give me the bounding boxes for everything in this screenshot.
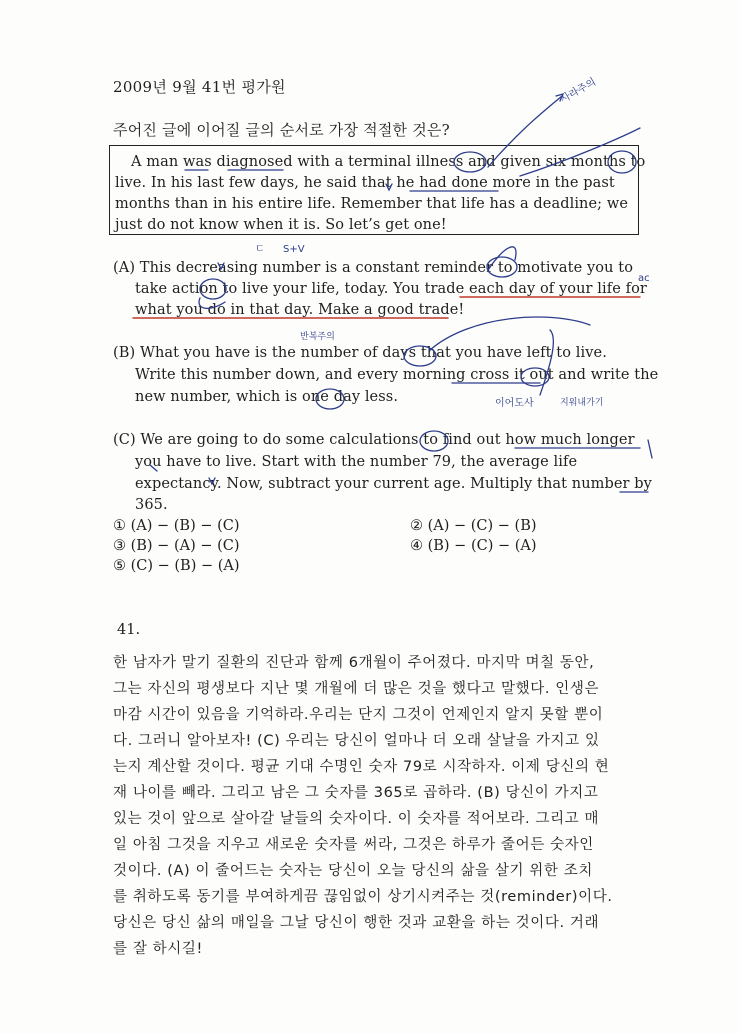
paragraph-b-line: new number, which is one day less. (135, 389, 399, 405)
paragraph-a-line: what you do in that day. Make a good trade! (135, 302, 465, 318)
answer-option-4[interactable]: ④ (B) − (C) − (A) (410, 538, 537, 554)
annotation-arrow-head (556, 94, 563, 101)
paragraph-c-line: expectancy. Now, subtract your current age. Multiply that number by (135, 476, 652, 492)
annotation-ac-text: ac (638, 273, 650, 284)
paragraph-c-line: 365. (135, 497, 168, 513)
translation-line: 당신은 당신 삶의 매일을 그날 당신이 행한 것과 교환을 하는 것이다. 거래 (113, 915, 600, 931)
paragraph-c-line: (C) We are going to do some calculations to find out how much longer (113, 432, 635, 448)
translation-line: 다. 그러니 알아보자! (C) 우리는 당신이 얼마나 더 오래 살날을 가지고 있 (113, 733, 600, 749)
translation-line: 그는 자신의 평생보다 지난 몇 개월에 더 많은 것을 했다고 말했다. 인생은 (113, 681, 600, 697)
translation-number: 41. (117, 622, 141, 638)
annotation-tick (648, 440, 652, 458)
annotation-s-text: ㄷ (255, 244, 265, 255)
paragraph-b-line: Write this number down, and every morning cross it out and write the (135, 367, 659, 383)
translation-line: 일 아침 그것을 지우고 새로운 숫자를 써라, 그것은 하루가 줄어든 숫자인 (113, 837, 594, 853)
answer-option-1[interactable]: ① (A) − (B) − (C) (113, 518, 240, 534)
annotation-arrow (540, 330, 553, 395)
annotation-top-text: 사라주의 (559, 76, 598, 106)
translation-line: 있는 것이 앞으로 살아갈 날들의 숫자이다. 이 숫자를 적어보라. 그리고 매 (113, 811, 600, 827)
paragraph-a-line: take action to live your life, today. You trade each day of your life for (135, 281, 647, 297)
passage-line: months than in his entire life. Remember that life has a deadline; we (115, 196, 629, 212)
paragraph-c-line: you have to live. Start with the number 79, the average life (135, 454, 578, 470)
translation-line: 재 나이를 빼라. 그리고 남은 그 숫자를 365로 곱하라. (B) 당신이 가지고 (113, 785, 599, 801)
passage-line: A man was diagnosed with a terminal illness and given six months to (131, 154, 646, 170)
translation-line: 를 취하도록 동기를 부여하게끔 끊임없이 상기시켜주는 것(reminder)이다. (113, 889, 613, 905)
annotation-idiom-text: 이어도사 (495, 398, 534, 409)
translation-line: 한 남자가 말기 질환의 진단과 함께 6개월이 주어졌다. 마지막 며칠 동안, (113, 655, 595, 671)
paragraph-a-line: (A) This decreasing number is a constant reminder to motivate you to (113, 260, 634, 276)
annotation-svoc-text: S+V (283, 244, 305, 255)
passage-line: live. In his last few days, he said that he had done more in the past (115, 175, 615, 191)
answer-option-2[interactable]: ② (A) − (C) − (B) (410, 518, 537, 534)
annotation-cross-text: 지워내가기 (560, 398, 604, 408)
translation-line: 는지 계산할 것이다. 평균 기대 수명인 숫자 79로 시작하자. 이제 당신의 현 (113, 759, 610, 775)
paragraph-b-line: (B) What you have is the number of days that you have left to live. (113, 345, 607, 361)
translation-line: 것이다. (A) 이 줄어드는 숫자는 당신이 오늘 당신의 삶을 살기 위한 조치 (113, 863, 593, 879)
passage-line: just do not know when it is. So let’s get one! (115, 217, 447, 233)
answer-option-3[interactable]: ③ (B) − (A) − (C) (113, 538, 240, 554)
answer-option-5[interactable]: ⑤ (C) − (B) − (A) (113, 558, 240, 574)
exam-header: 2009년 9월 41번 평가원 (113, 78, 286, 96)
translation-line: 를 잘 하시길! (113, 941, 203, 957)
question-prompt: 주어진 글에 이어질 글의 순서로 가장 적절한 것은? (113, 121, 450, 139)
annotation-repeat-text: 반복주의 (300, 332, 335, 342)
translation-line: 마감 시간이 있음을 기억하라.우리는 단지 그것이 언제인지 알지 못할 뿐이 (113, 707, 604, 723)
